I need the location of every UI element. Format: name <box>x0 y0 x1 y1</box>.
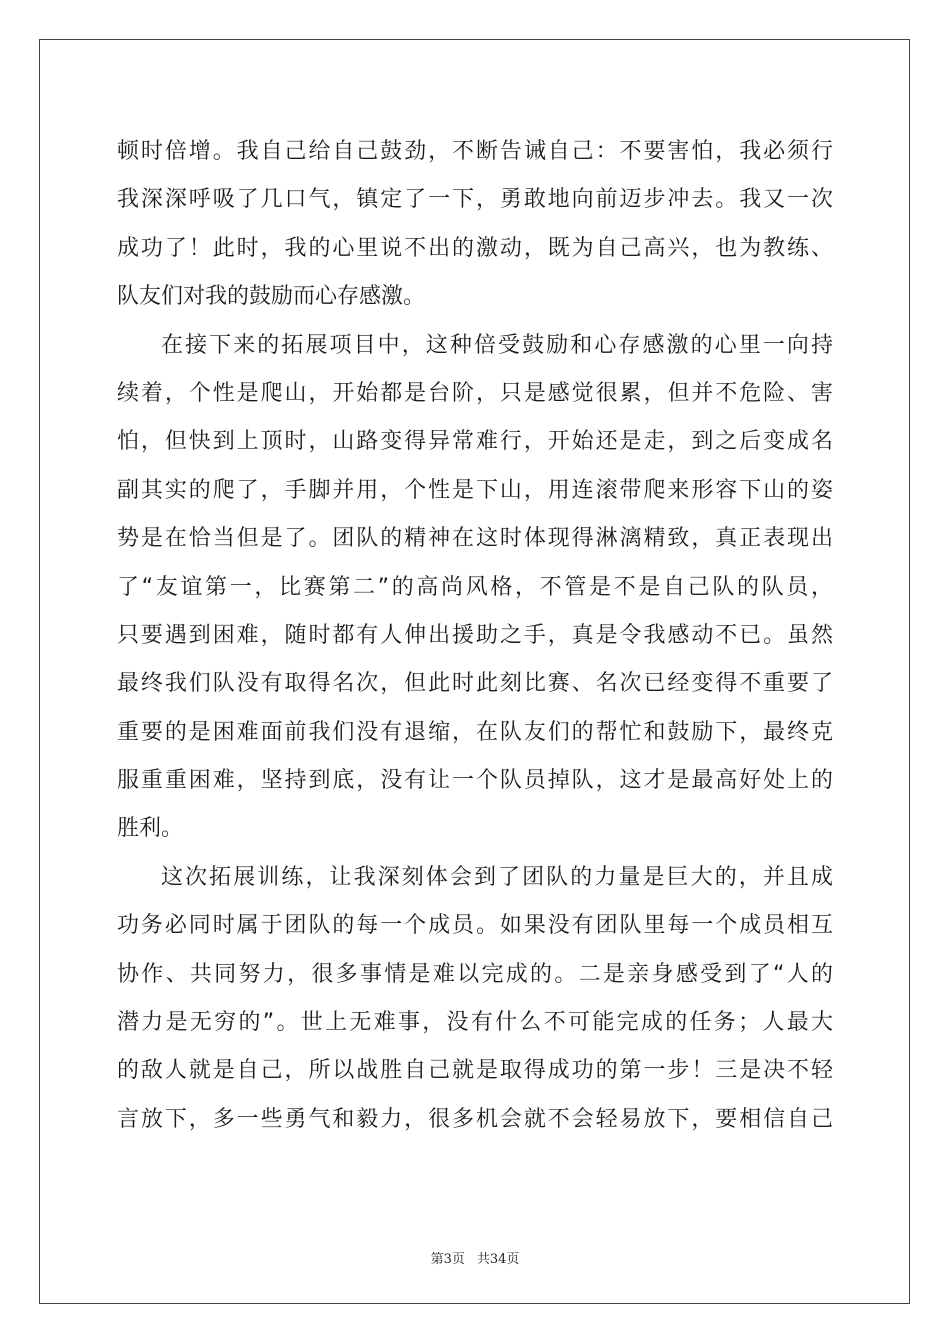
page-number: 第3页 <box>430 1252 465 1267</box>
text-line: 言放下，多一些勇气和毅力，很多机会就不会轻易放下，要相信自己 <box>117 1106 833 1132</box>
text-line: 队友们对我的鼓励而心存感激。 <box>117 284 426 310</box>
text-line: 最终我们队没有取得名次，但此时此刻比赛、名次已经变得不重要了 <box>117 671 833 697</box>
document-body <box>117 128 833 1144</box>
page-total: 共34页 <box>476 1252 520 1267</box>
text-line: 怕，但快到上顶时，山路变得异常难行，开始还是走，到之后变成名 <box>117 429 833 455</box>
text-line: 功务必同时属于团队的每一个成员。如果没有团队里每一个成员相互 <box>117 913 833 939</box>
text-line: 重要的是困难面前我们没有退缩，在队友们的帮忙和鼓励下，最终克 <box>117 719 833 745</box>
text-line: 服重重困难，坚持到底，没有让一个队员掉队，这才是最高好处上的 <box>117 768 833 794</box>
text-line: 潜力是无穷的”。世上无难事，没有什么不可能完成的任务；人最大 <box>117 1010 833 1036</box>
text-line: 势是在恰当但是了。团队的精神在这时体现得淋漓精致，真正表现出 <box>117 526 833 552</box>
text-line: 胜利。 <box>117 816 184 842</box>
text-line: 了“友谊第一，比赛第二”的高尚风格，不管是不是自己队的队员， <box>117 574 833 600</box>
text-line: 顿时倍增。我自己给自己鼓劲，不断告诫自己：不要害怕，我必须行 <box>117 139 833 164</box>
text-line: 的敌人就是自己，所以战胜自己就是取得成功的第一步！三是决不轻 <box>117 1058 833 1084</box>
text-line: 我深深呼吸了几口气，镇定了一下，勇敢地向前迈步冲去。我又一次 <box>117 187 833 213</box>
text-line: 续着，个性是爬山，开始都是台阶，只是感觉很累，但并不危险、害 <box>117 380 833 406</box>
text-line: 副其实的爬了，手脚并用，个性是下山，用连滚带爬来形容下山的姿 <box>117 477 833 503</box>
text-line: 这次拓展训练，让我深刻体会到了团队的力量是巨大的，并且成 <box>161 864 833 890</box>
text-line: 协作、共同努力，很多事情是难以完成的。二是亲身感受到了“人的 <box>117 961 833 987</box>
text-line: 成功了！此时，我的心里说不出的激动，既为自己高兴，也为教练、 <box>117 235 833 261</box>
text-line: 只要遇到困难，随时都有人伸出援助之手，真是令我感动不已。虽然 <box>117 622 833 648</box>
text-line: 在接下来的拓展项目中，这种倍受鼓励和心存感激的心里一向持 <box>161 332 833 358</box>
page-footer <box>0 1248 950 1267</box>
